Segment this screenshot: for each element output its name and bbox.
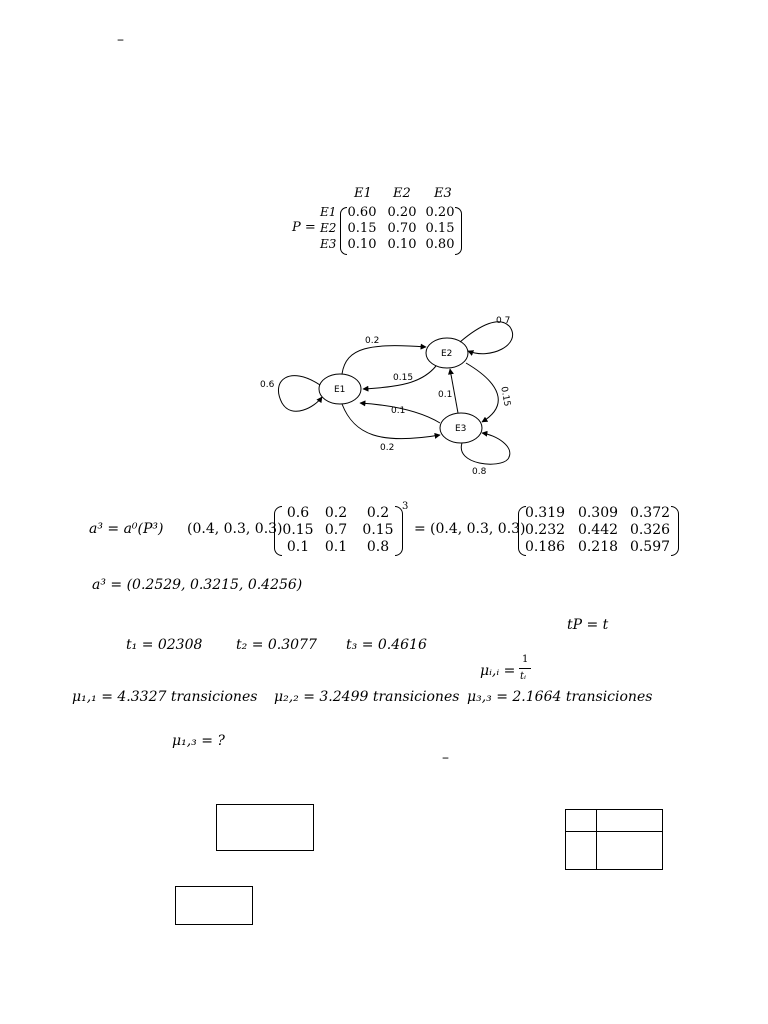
a3-exponent: 3 [402, 501, 409, 512]
matrix-cell: 0.15 [347, 221, 377, 236]
matrix-bracket-right [395, 506, 403, 556]
mu-formula-fraction-bar [519, 668, 531, 669]
row-header: E3 [320, 237, 337, 251]
matrix-cell: 0.372 [629, 505, 671, 521]
col-header: E3 [434, 186, 452, 201]
edge-e2-e3 [466, 363, 498, 422]
matrix-cell: 0.10 [387, 237, 417, 252]
edge-e1-e2 [342, 346, 426, 374]
row-header: E2 [320, 221, 337, 235]
edge-label: 0.2 [365, 336, 380, 346]
edge-label: 0.15 [498, 385, 512, 408]
row-header: E1 [320, 205, 337, 219]
matrix-cell: 0.442 [577, 522, 619, 538]
matrix-cell: 0.6 [286, 505, 310, 521]
a3-matrix [274, 504, 404, 556]
edge-e3-e3 [461, 433, 510, 464]
matrix-cell: 0.20 [387, 205, 417, 220]
bottom-dash: – [442, 750, 449, 766]
a3-vector2: (0.4, 0.3, 0.3) [430, 521, 526, 537]
empty-table [565, 809, 663, 870]
t3-value: t₃ = 0.4616 [346, 637, 427, 653]
empty-box [216, 804, 314, 851]
matrix-cell: 0.8 [366, 539, 390, 555]
matrix-cell: 0.2 [324, 505, 348, 521]
matrix-cell: 0.10 [347, 237, 377, 252]
matrix-cell: 0.319 [524, 505, 566, 521]
t2-value: t₂ = 0.3077 [236, 637, 317, 653]
matrix-cell: 0.218 [577, 539, 619, 555]
node-label: E1 [334, 385, 346, 395]
matrix-cell: 0.15 [425, 221, 455, 236]
matrix-cell: 0.309 [577, 505, 619, 521]
edge-label: 0.1 [391, 406, 406, 416]
matrix-cell: 0.186 [524, 539, 566, 555]
edge-e1-e1 [278, 376, 322, 412]
markov-diagram [250, 305, 530, 485]
a3-lhs: a³ = a⁰(P³) [89, 521, 164, 537]
mu-formula-lhs: μᵢ,ᵢ = [480, 663, 516, 679]
mu13-question: μ₁,₃ = ? [172, 733, 225, 749]
edge-label: 0.7 [496, 316, 511, 326]
matrix-cell: 0.20 [425, 205, 455, 220]
col-header: E2 [393, 186, 411, 201]
matrix-cell: 0.2 [366, 505, 390, 521]
t1-value: t₁ = 02308 [126, 637, 203, 653]
mu-formula-num: 1 [522, 654, 529, 665]
mu-formula-den: tᵢ [520, 671, 527, 682]
table-divider-vertical [596, 810, 597, 869]
matrix-cell: 0.60 [347, 205, 377, 220]
a3-equals: = [414, 521, 426, 537]
mu22-value: μ₂,₂ = 3.2499 transiciones [274, 689, 460, 705]
matrix-cell: 0.326 [629, 522, 671, 538]
edge-label: 0.2 [380, 443, 395, 453]
matrix-cell: 0.1 [286, 539, 310, 555]
edge-label: 0.8 [472, 467, 487, 477]
a3-result: a³ = (0.2529, 0.3215, 0.4256) [92, 577, 303, 593]
matrix-cell: 0.70 [387, 221, 417, 236]
matrix-cell: 0.597 [629, 539, 671, 555]
matrix-lhs: P = [292, 220, 316, 235]
table-divider-horizontal [566, 831, 662, 832]
col-header: E1 [354, 186, 372, 201]
edge-e2-e2 [460, 322, 513, 354]
matrix-cell: 0.80 [425, 237, 455, 252]
matrix-cell: 0.1 [324, 539, 348, 555]
top-dash: – [117, 32, 124, 48]
matrix-cell: 0.232 [524, 522, 566, 538]
a3-result-matrix [518, 504, 680, 556]
matrix-cell: 0.7 [324, 522, 348, 538]
node-label: E2 [441, 349, 453, 359]
transition-matrix [288, 186, 468, 258]
edge-label: 0.6 [260, 380, 275, 390]
empty-box [175, 886, 253, 925]
matrix-cell: 0.15 [282, 522, 314, 538]
node-label: E3 [455, 424, 467, 434]
matrix-cell: 0.15 [362, 522, 394, 538]
a3-vector: (0.4, 0.3, 0.3) [187, 521, 283, 537]
mu33-value: μ₃,₃ = 2.1664 transiciones [467, 689, 653, 705]
edge-label: 0.1 [438, 390, 453, 400]
edge-label: 0.15 [393, 373, 414, 383]
stationary-equation: tP = t [567, 617, 609, 633]
mu11-value: μ₁,₁ = 4.3327 transiciones [72, 689, 258, 705]
